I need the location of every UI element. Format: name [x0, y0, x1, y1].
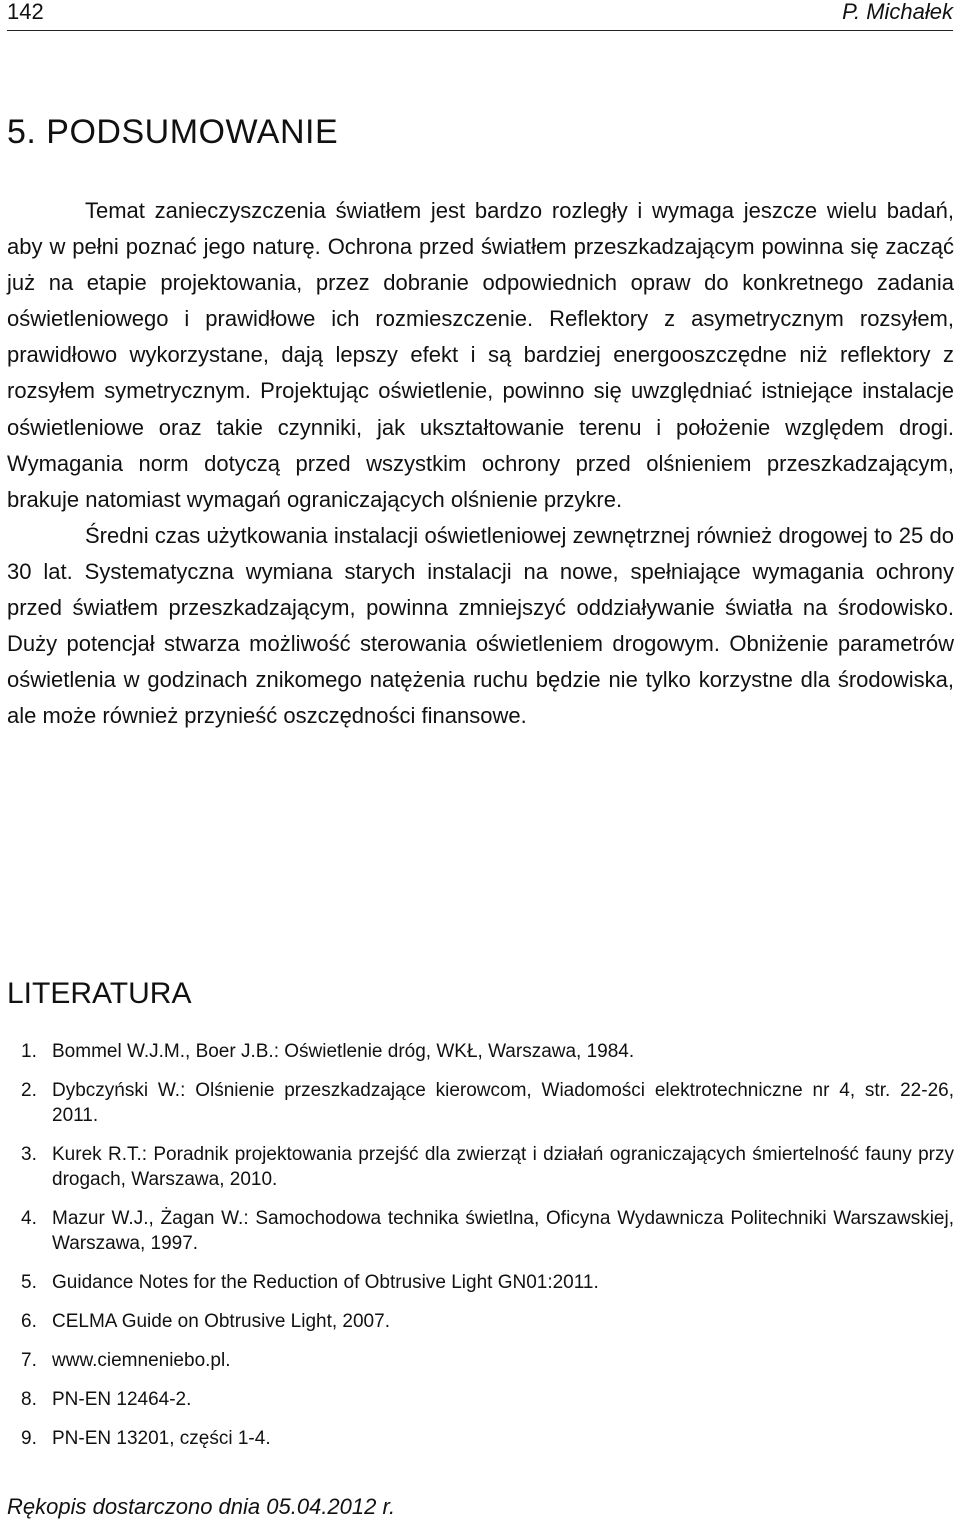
reference-item — [7, 1206, 954, 1256]
reference-text: Kurek R.T.: Poradnik projektowania przejść dla zwierząt i działań ograniczających śmiertelność fauny przy drogach, Warszawa, 2010. — [52, 1144, 954, 1190]
reference-list — [7, 1039, 954, 1465]
reference-number: 6. — [21, 1311, 37, 1332]
reference-number: 3. — [21, 1144, 37, 1165]
reference-item — [7, 1387, 954, 1412]
reference-text: Bommel W.J.M., Boer J.B.: Oświetlenie dróg, WKŁ, Warszawa, 1984. — [52, 1041, 635, 1062]
running-author: P. Michałek — [842, 0, 953, 24]
reference-item — [7, 1039, 954, 1064]
reference-text: Guidance Notes for the Reduction of Obtrusive Light GN01:2011. — [52, 1272, 599, 1293]
reference-text: PN-EN 13201, części 1-4. — [52, 1428, 271, 1449]
body-paragraph: Temat zanieczyszczenia światłem jest bardzo rozległy i wymaga jeszcze wielu badań, aby w pełni poznać jego naturę. Ochrona przed światłem przeszkadzającym powinna się zacząć już na etapie projektowania, przez dobranie odpowiednich opraw do konkretnego zadania oświetleniowego i prawidłowe ich rozmieszczenie. Reflektory z asymetrycznym rozsyłem, prawidłowo wykorzystane, dają lepszy efekt i są bardziej energooszczędne niż reflektory z rozsyłem symetrycznym. Projektując oświetlenie, powinno się uwzględniać istniejące instalacje oświetleniowe oraz takie czynniki, jak ukształtowanie terenu i położenie względem drogi. Wymagania norm dotyczą przed wszystkim ochrony przed olśnieniem przeszkadzającym, brakuje natomiast wymagań ograniczających olśnienie przykre. — [7, 198, 954, 512]
section-title: 5. PODSUMOWANIE — [7, 113, 339, 151]
literature-title: LITERATURA — [7, 977, 192, 1010]
reference-number: 8. — [21, 1389, 37, 1410]
reference-number: 9. — [21, 1428, 37, 1449]
reference-number: 1. — [21, 1041, 37, 1062]
reference-text: Dybczyński W.: Olśnienie przeszkadzające kierowcom, Wiadomości elektrotechniczne nr 4, str. 22-26, 2011. — [52, 1080, 954, 1126]
running-header — [7, 0, 953, 31]
reference-item — [7, 1078, 954, 1128]
manuscript-received-note: Rękopis dostarczono dnia 05.04.2012 r. — [7, 1494, 396, 1519]
reference-text: CELMA Guide on Obtrusive Light, 2007. — [52, 1311, 390, 1332]
reference-item — [7, 1309, 954, 1334]
page-number: 142 — [7, 0, 44, 24]
reference-item — [7, 1348, 954, 1373]
reference-number: 4. — [21, 1208, 37, 1229]
reference-text: PN-EN 12464-2. — [52, 1389, 192, 1410]
reference-item — [7, 1142, 954, 1192]
reference-item — [7, 1426, 954, 1451]
reference-number: 2. — [21, 1080, 37, 1101]
reference-text: www.ciemneniebo.pl. — [52, 1350, 231, 1371]
reference-text: Mazur W.J., Żagan W.: Samochodowa technika świetlna, Oficyna Wydawnicza Politechniki Warszawskiej, Warszawa, 1997. — [52, 1208, 954, 1254]
reference-item — [7, 1270, 954, 1295]
body-paragraph: Średni czas użytkowania instalacji oświetleniowej zewnętrznej również drogowej to 25 do 30 lat. Systematyczna wymiana starych instalacji na nowe, spełniające wymagania ochrony przed światłem przeszkadzającym, powinna zmniejszyć oddziaływanie światła na środowisko. Duży potencjał stwarza możliwość sterowania oświetleniem drogowym. Obniżenie parametrów oświetlenia w godzinach znikomego natężenia ruchu będzie nie tylko korzystne dla środowiska, ale może również przynieść oszczędności finansowe. — [7, 522, 954, 729]
section-body — [7, 193, 954, 734]
reference-number: 7. — [21, 1350, 37, 1371]
reference-number: 5. — [21, 1272, 37, 1293]
